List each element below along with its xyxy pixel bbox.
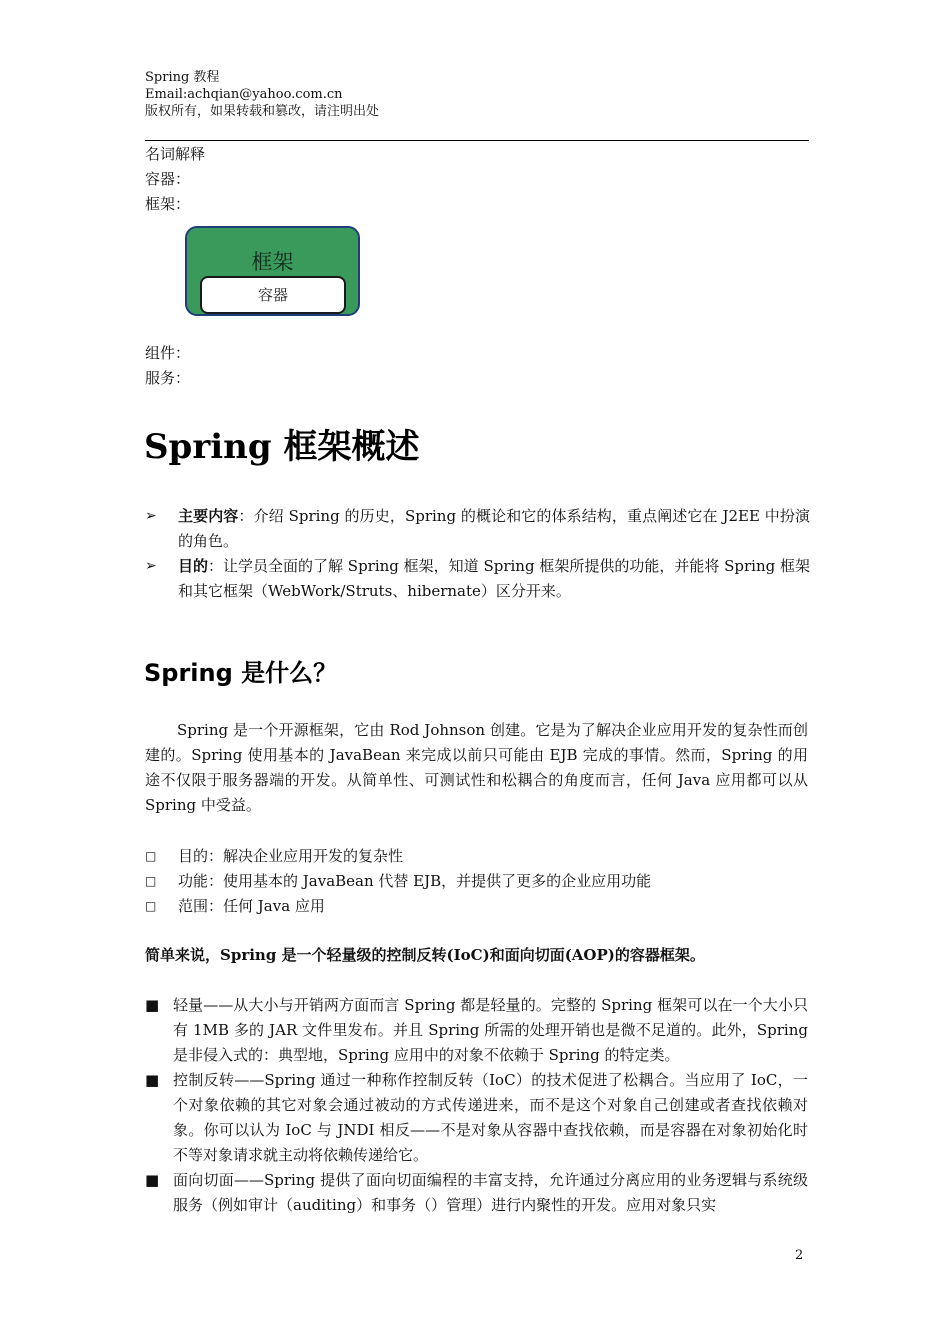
- header-divider: [145, 140, 809, 141]
- filled-square-bullet-icon: ■: [145, 1071, 160, 1089]
- glossary-service-term: 服务：: [145, 369, 191, 387]
- filled-square-bullet-icon: ■: [145, 996, 160, 1014]
- section-heading-overview: Spring 框架概述: [144, 427, 420, 467]
- overview-item-text: ：让学员全面的了解 Spring 框架，知道 Spring 框架所提供的功能，并能将 Spring 框架和其它框架（WebWork/Struts、hibernate）区分开来。: [178, 557, 810, 600]
- overview-item-text: ：介绍 Spring 的历史，Spring 的概论和它的体系结构，重点阐述它在 J2EE 中扮演的角色。: [178, 507, 810, 550]
- container-box: 容器: [200, 276, 346, 314]
- summary-statement: 简单来说，Spring 是一个轻量级的控制反转(IoC)和面向切面(AOP)的容器框架。: [145, 946, 705, 964]
- framework-container-diagram: [185, 226, 360, 316]
- list-item: [145, 894, 651, 919]
- page-number: 2: [795, 1248, 804, 1263]
- overview-item-goal: [145, 554, 810, 604]
- header-email: Email:achqian@yahoo.com.cn: [145, 87, 343, 102]
- header-title: Spring 教程: [145, 70, 220, 85]
- section-heading-what-is-spring: Spring 是什么？: [144, 659, 338, 687]
- arrow-bullet-icon: ➢: [145, 508, 157, 524]
- list-item-text: 范围：任何 Java 应用: [178, 897, 325, 915]
- feature-list: [145, 993, 808, 1218]
- glossary-title: 名词解释: [145, 145, 206, 163]
- glossary-section: [145, 142, 205, 217]
- hollow-square-bullet-icon: □: [145, 849, 157, 863]
- list-item-text: 轻量——从大小与开销两方面而言 Spring 都是轻量的。完整的 Spring 框架可以在一个大小只有 1MB 多的 JAR 文件里发布。并且 Spring 所需的处理开销也是微不足道的。此外，Spring 是非侵入式的：典型地，Spring 应用中的对象不依赖于 Spring 的特定类。: [173, 996, 808, 1064]
- list-item: [145, 844, 651, 869]
- list-item: [145, 1168, 808, 1218]
- glossary-container-term: 容器：: [145, 170, 191, 188]
- list-item: [145, 993, 808, 1068]
- summary-bullet-list: [145, 844, 651, 919]
- glossary-framework-term: 框架：: [145, 195, 191, 213]
- intro-paragraph: Spring 是一个开源框架，它由 Rod Johnson 创建。它是为了解决企业应用开发的复杂性而创建的。Spring 使用基本的 JavaBean 来完成以前只可能由 EJB 完成的事情。然而，Spring 的用途不仅限于服务器端的开发。从简单性、可测试性和松耦合的角度而言，任何 Java 应用都可以从 Spring 中受益。: [145, 721, 808, 814]
- glossary-component-term: 组件：: [145, 344, 191, 362]
- list-item-text: 功能：使用基本的 JavaBean 代替 EJB，并提供了更多的企业应用功能: [178, 872, 652, 890]
- list-item-text: 目的：解决企业应用开发的复杂性: [178, 847, 404, 865]
- list-item-text: 面向切面——Spring 提供了面向切面编程的丰富支持，允许通过分离应用的业务逻辑与系统级服务（例如审计（auditing）和事务（）管理）进行内聚性的开发。应用对象只实: [173, 1171, 808, 1214]
- filled-square-bullet-icon: ■: [145, 1171, 160, 1189]
- framework-box-label: 框架: [251, 250, 294, 274]
- arrow-bullet-icon: ➢: [145, 558, 157, 574]
- overview-list: [145, 504, 810, 604]
- header-copyright: 版权所有，如果转载和篡改，请注明出处: [145, 104, 380, 119]
- overview-item-content: [145, 504, 810, 554]
- list-item: [145, 1068, 808, 1168]
- glossary-section-2: [145, 341, 190, 391]
- overview-item-label: 主要内容: [178, 507, 239, 525]
- list-item: [145, 869, 651, 894]
- overview-item-label: 目的: [178, 557, 209, 575]
- list-item-text: 控制反转——Spring 通过一种称作控制反转（IoC）的技术促进了松耦合。当应用了 IoC，一个对象依赖的其它对象会通过被动的方式传递进来，而不是这个对象自己创建或者查找依赖对象。你可以认为 IoC 与 JNDI 相反——不是对象从容器中查找依赖，而是容器在对象初始化时不等对象请求就主动将依赖传递给它。: [173, 1071, 808, 1164]
- hollow-square-bullet-icon: □: [145, 899, 157, 913]
- hollow-square-bullet-icon: □: [145, 874, 157, 888]
